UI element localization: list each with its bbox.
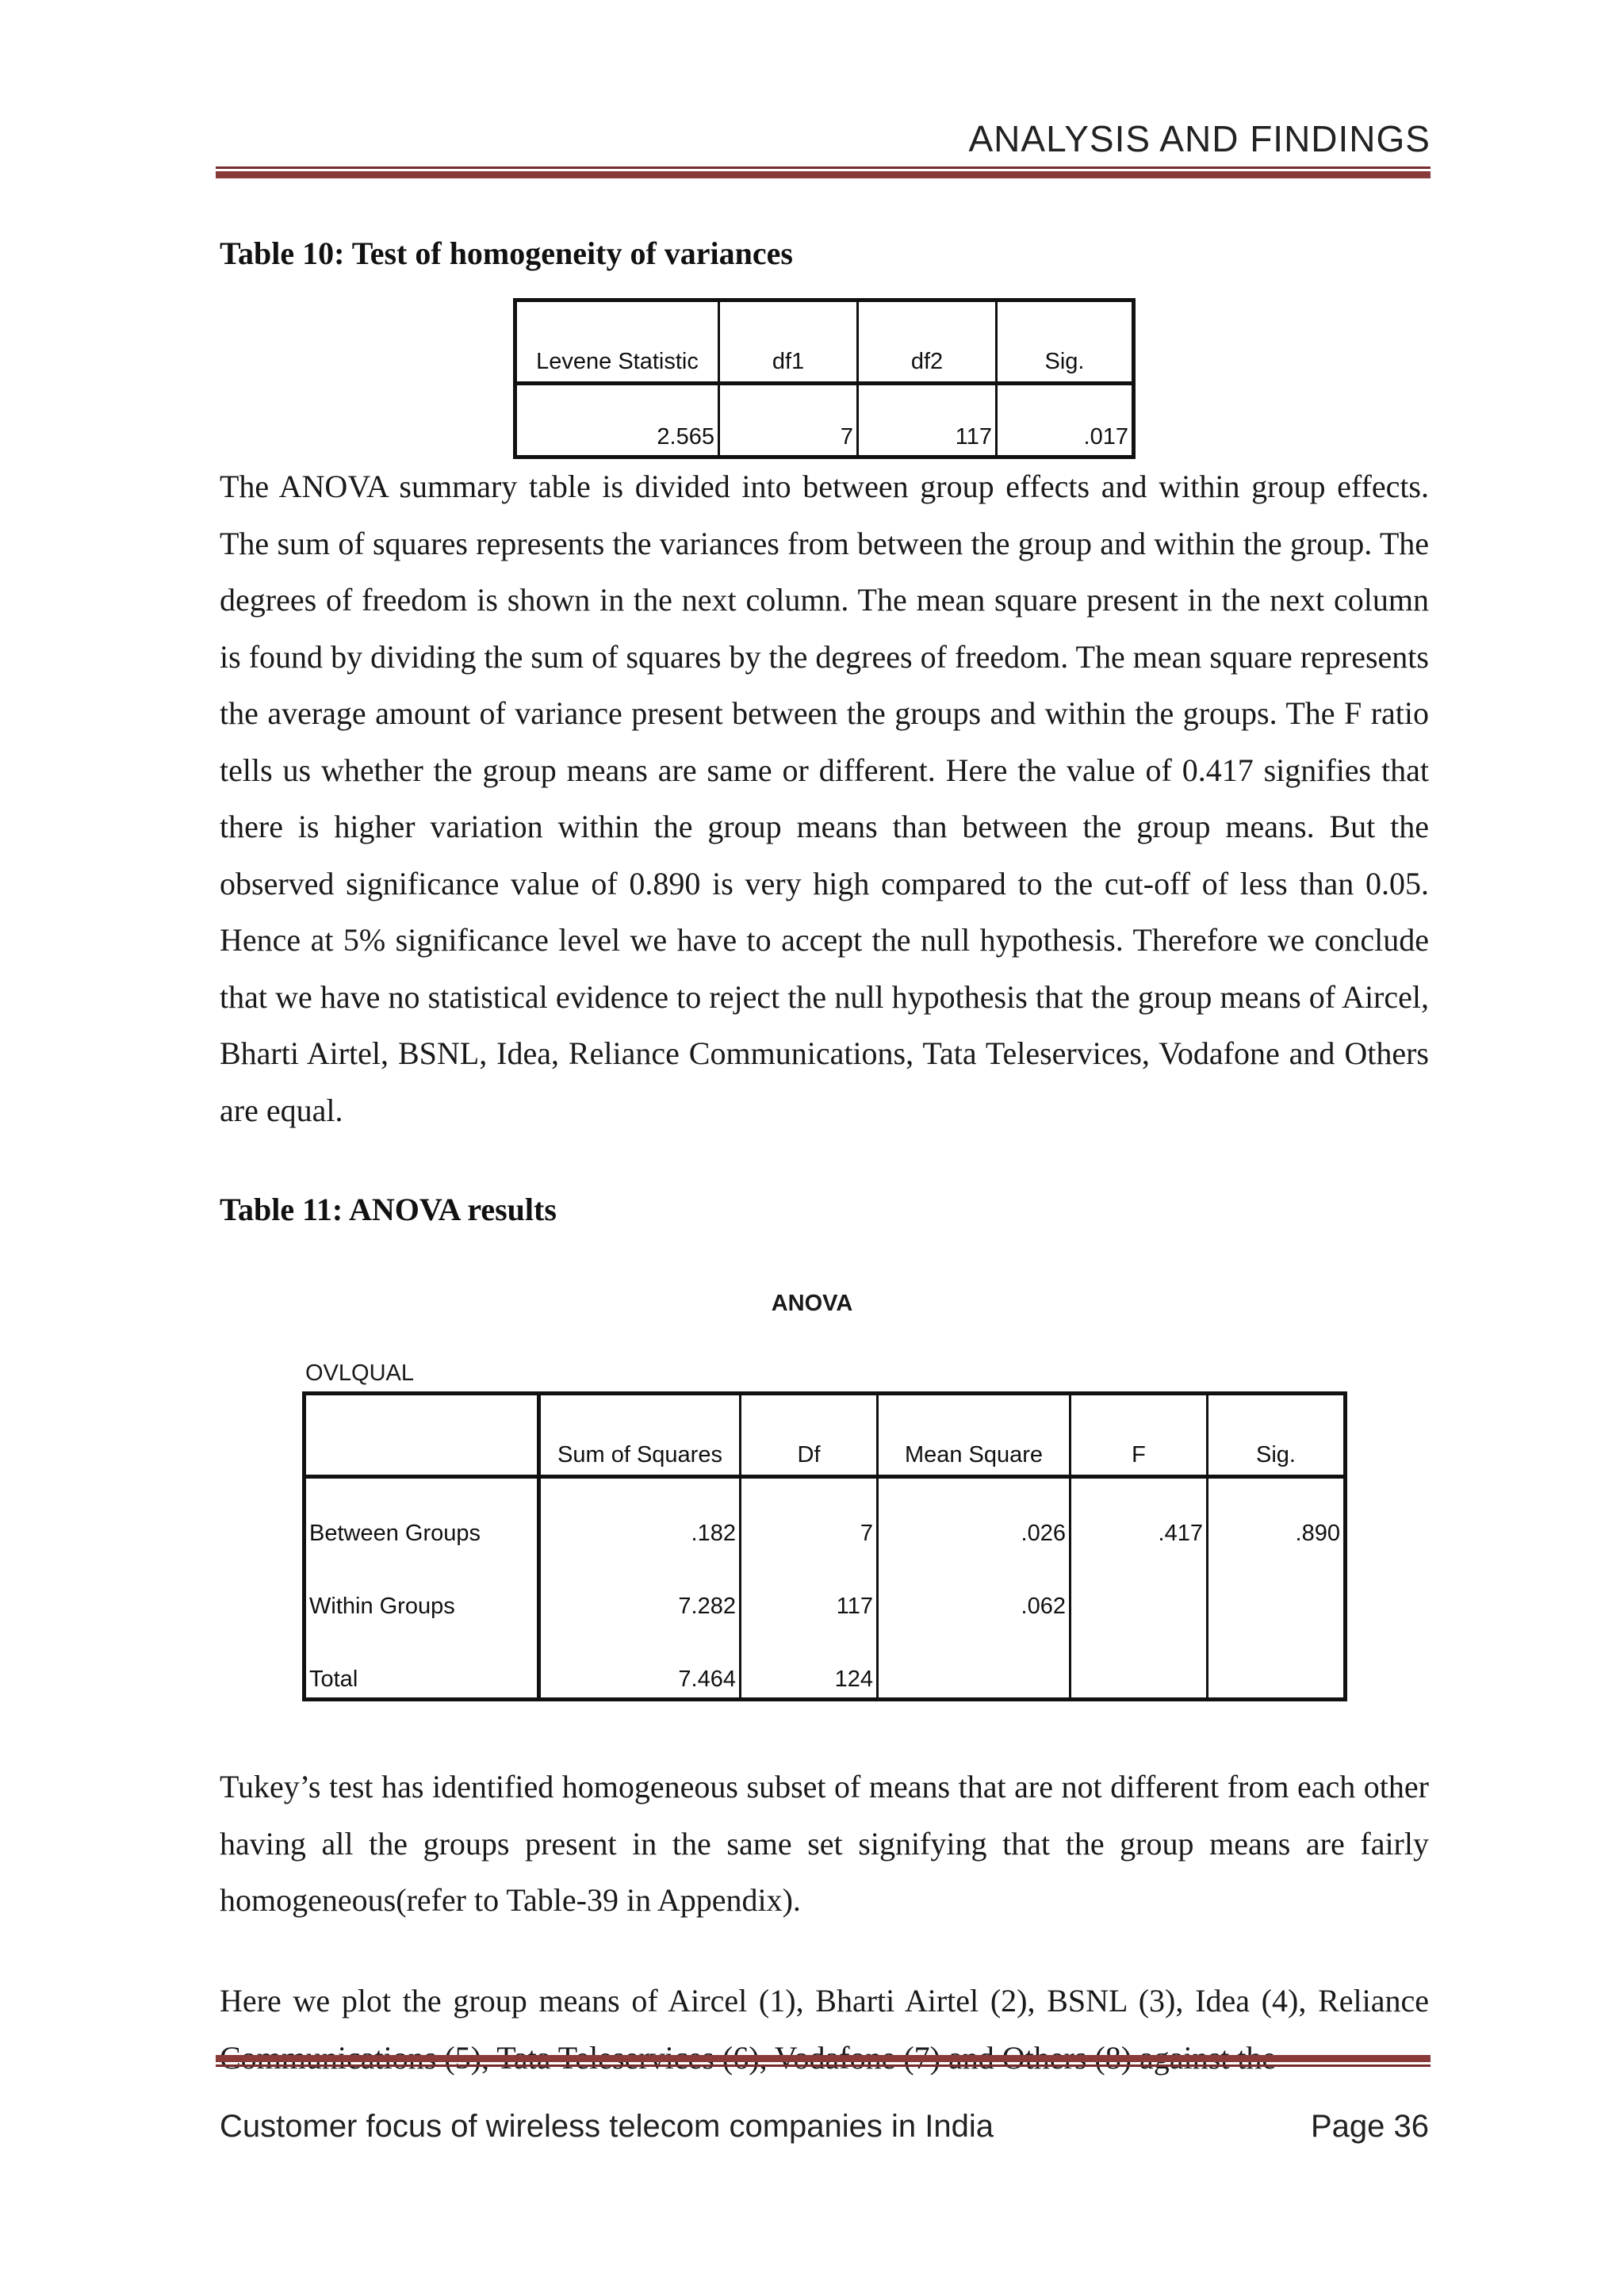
running-header: ANALYSIS AND FINDINGS bbox=[968, 118, 1431, 159]
cell: .062 bbox=[878, 1552, 1071, 1624]
df1-col-header: df1 bbox=[719, 300, 858, 384]
anova-title: ANOVA bbox=[771, 1291, 853, 1316]
header-rule-thick bbox=[216, 171, 1431, 178]
levene-value: 2.565 bbox=[515, 384, 719, 457]
row-label: Within Groups bbox=[304, 1552, 539, 1624]
cell bbox=[1071, 1552, 1208, 1624]
levene-table bbox=[513, 298, 1136, 459]
anova-table bbox=[302, 1391, 1347, 1701]
table-row bbox=[304, 1624, 1346, 1700]
cell: .026 bbox=[878, 1477, 1071, 1552]
mean-square-header: Mean Square bbox=[878, 1394, 1071, 1477]
tukey-paragraph: Tukey’s test has identified homogeneous subset of means that are not different from each other having all the groups present in the same set signifying that the group means are fairly homogeneous(refer to Table-39 in Appendix). bbox=[220, 1769, 1429, 1918]
anova-variable-label: OVLQUAL bbox=[305, 1360, 414, 1386]
table11-caption: Table 11: ANOVA results bbox=[220, 1192, 557, 1227]
table-row bbox=[304, 1552, 1346, 1624]
cell: 7.282 bbox=[539, 1552, 741, 1624]
header-rule-thin bbox=[216, 166, 1431, 169]
df2-col-header: df2 bbox=[858, 300, 997, 384]
footer-rule-thin bbox=[216, 2064, 1431, 2067]
cell: 117 bbox=[741, 1552, 878, 1624]
row-label: Total bbox=[304, 1624, 539, 1700]
page-number: Page 36 bbox=[1310, 2109, 1429, 2144]
table10-caption: Table 10: Test of homogeneity of variances bbox=[220, 235, 793, 271]
df1-value: 7 bbox=[719, 384, 858, 457]
cell bbox=[878, 1624, 1071, 1700]
anova-corner-cell bbox=[304, 1394, 539, 1477]
footer-title: Customer focus of wireless telecom companies in India bbox=[220, 2109, 994, 2144]
sum-of-squares-header: Sum of Squares bbox=[539, 1394, 741, 1477]
row-label: Between Groups bbox=[304, 1477, 539, 1552]
levene-col-header: Levene Statistic bbox=[515, 300, 719, 384]
df2-value: 117 bbox=[858, 384, 997, 457]
cell: 7 bbox=[741, 1477, 878, 1552]
sig-value: .017 bbox=[1083, 424, 1128, 450]
f-header: F bbox=[1071, 1394, 1208, 1477]
sig-col-header: Sig. bbox=[997, 300, 1134, 384]
sig-header: Sig. bbox=[1208, 1394, 1346, 1477]
anova-explanation-paragraph: The ANOVA summary table is divided into between group effects and within group effects. The sum of squares represents the variances from between the group and within the group. The degrees of freedom is shown in the next column. The mean square present in the next column is found by dividing the sum of squares by the degrees of freedom. The mean square represents the average amount of variance present between the groups and within the groups. The F ratio tells us whether the group means are same or different. Here the value of 0.417 signifies that there is higher variation within the group means than between the group means. But the observed significance value of 0.890 is very high compared to the cut-off of less than 0.05. Hence at 5% significance level we have to accept the null hypothesis. Therefore we conclude that we have no statistical evidence to reject the null hypothesis that the group means of Aircel, Bharti Airtel, BSNL, Idea, Reliance Communications, Tata Teleservices, Vodafone and Others are equal. bbox=[220, 469, 1429, 1128]
df-header: Df bbox=[741, 1394, 878, 1477]
cell: .890 bbox=[1295, 1521, 1340, 1546]
cell: 124 bbox=[741, 1624, 878, 1700]
cell: .417 bbox=[1071, 1477, 1208, 1552]
cell bbox=[1208, 1552, 1346, 1624]
cell bbox=[1071, 1624, 1208, 1700]
cell: .182 bbox=[539, 1477, 741, 1552]
footer-rule-thick bbox=[216, 2055, 1431, 2062]
table-row bbox=[304, 1477, 1346, 1552]
plot-intro-paragraph: Here we plot the group means of Aircel (1), Bharti Airtel (2), BSNL (3), Idea (4), Reliance bbox=[220, 1983, 1429, 2019]
cell bbox=[1208, 1624, 1346, 1700]
cell: 7.464 bbox=[539, 1624, 741, 1700]
